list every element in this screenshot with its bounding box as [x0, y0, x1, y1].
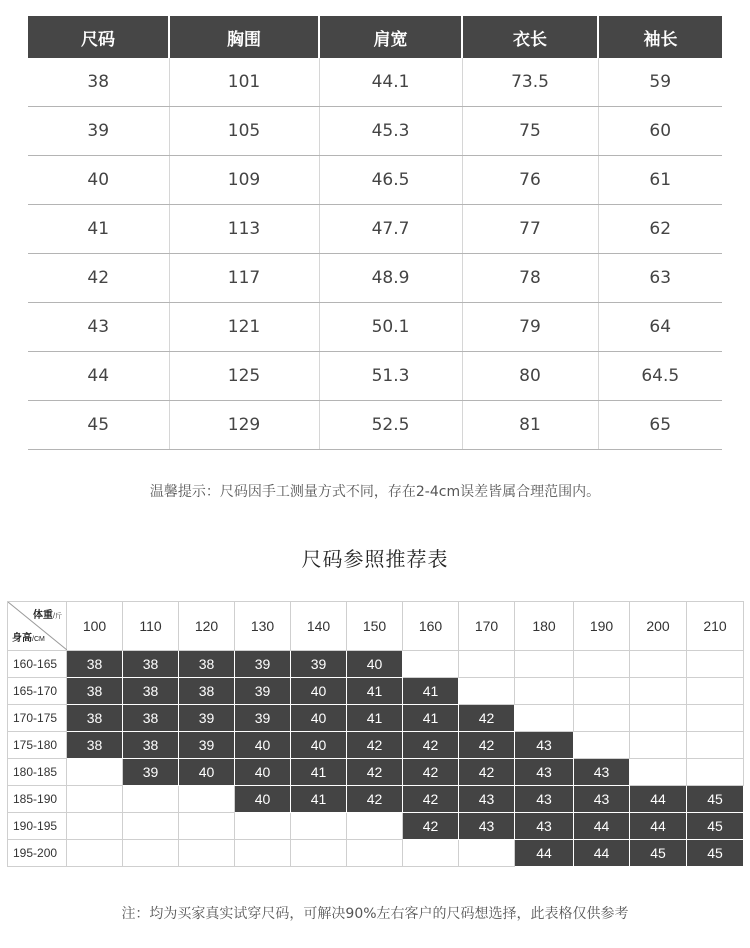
size-row — [28, 205, 722, 254]
recommended-size-cell: 40 — [235, 786, 291, 813]
recommended-size-cell: 39 — [235, 651, 291, 678]
recommended-size-cell: 38 — [67, 678, 123, 705]
recommended-size-cell: 42 — [403, 759, 459, 786]
recommended-size-cell: 44 — [574, 813, 630, 840]
empty-cell — [574, 705, 630, 732]
recommended-size-cell: 42 — [459, 759, 515, 786]
recommended-size-cell: 42 — [403, 786, 459, 813]
empty-cell — [347, 813, 403, 840]
recommendation-table — [7, 601, 744, 867]
empty-cell — [687, 759, 744, 786]
recommended-size-cell: 43 — [459, 786, 515, 813]
size-cell: 47.7 — [319, 205, 462, 254]
empty-cell — [123, 813, 179, 840]
height-range-cell: 180-185 — [8, 759, 67, 786]
recommended-size-cell: 43 — [459, 813, 515, 840]
recommended-size-cell: 42 — [403, 732, 459, 759]
weight-header-cell: 130 — [235, 602, 291, 651]
empty-cell — [515, 651, 574, 678]
recommended-size-cell: 38 — [179, 678, 235, 705]
empty-cell — [67, 759, 123, 786]
recommended-size-cell: 45 — [687, 786, 744, 813]
recommended-size-cell: 42 — [459, 705, 515, 732]
size-cell: 79 — [462, 303, 598, 352]
weight-header-cell: 160 — [403, 602, 459, 651]
recommended-size-cell: 41 — [291, 786, 347, 813]
empty-cell — [179, 786, 235, 813]
header-sleeve: 袖长 — [598, 16, 722, 58]
empty-cell — [459, 678, 515, 705]
size-cell: 65 — [598, 401, 722, 450]
size-cell: 81 — [462, 401, 598, 450]
height-row — [8, 732, 744, 759]
empty-cell — [179, 813, 235, 840]
empty-cell — [347, 840, 403, 867]
recommended-size-cell: 40 — [179, 759, 235, 786]
recommended-size-cell: 38 — [123, 678, 179, 705]
size-cell: 125 — [169, 352, 319, 401]
recommended-size-cell: 43 — [515, 786, 574, 813]
recommended-size-cell: 42 — [403, 813, 459, 840]
size-cell: 109 — [169, 156, 319, 205]
size-cell: 44 — [28, 352, 169, 401]
empty-cell — [630, 732, 687, 759]
size-cell: 121 — [169, 303, 319, 352]
recommended-size-cell: 39 — [123, 759, 179, 786]
header-size: 尺码 — [28, 16, 169, 58]
footnote: 注：均为买家真实试穿尺码，可解决90%左右客户的尺码想选择，此表格仅供参考 — [121, 906, 629, 922]
size-cell: 117 — [169, 254, 319, 303]
weight-header-cell: 180 — [515, 602, 574, 651]
size-row — [28, 254, 722, 303]
empty-cell — [687, 651, 744, 678]
size-cell: 51.3 — [319, 352, 462, 401]
size-row — [28, 156, 722, 205]
height-row — [8, 813, 744, 840]
recommended-size-cell: 42 — [347, 786, 403, 813]
size-cell: 61 — [598, 156, 722, 205]
recommended-size-cell: 41 — [403, 705, 459, 732]
size-chart-header-row — [28, 16, 722, 58]
height-row — [8, 651, 744, 678]
empty-cell — [630, 651, 687, 678]
size-cell: 75 — [462, 107, 598, 156]
height-range-cell: 190-195 — [8, 813, 67, 840]
recommended-size-cell: 39 — [179, 705, 235, 732]
height-range-cell: 170-175 — [8, 705, 67, 732]
recommended-size-cell: 41 — [347, 705, 403, 732]
weight-header-cell: 140 — [291, 602, 347, 651]
empty-cell — [687, 678, 744, 705]
weight-header-cell: 120 — [179, 602, 235, 651]
recommended-size-cell: 41 — [347, 678, 403, 705]
recommended-size-cell: 43 — [515, 759, 574, 786]
size-cell: 45 — [28, 401, 169, 450]
size-cell: 76 — [462, 156, 598, 205]
recommended-size-cell: 39 — [235, 705, 291, 732]
height-range-cell: 160-165 — [8, 651, 67, 678]
empty-cell — [574, 651, 630, 678]
recommended-size-cell: 38 — [67, 732, 123, 759]
recommended-size-cell: 43 — [515, 813, 574, 840]
recommended-size-cell: 38 — [179, 651, 235, 678]
empty-cell — [630, 759, 687, 786]
empty-cell — [403, 651, 459, 678]
size-cell: 80 — [462, 352, 598, 401]
recommended-size-cell: 44 — [574, 840, 630, 867]
height-range-cell: 195-200 — [8, 840, 67, 867]
size-cell: 73.5 — [462, 58, 598, 107]
size-row — [28, 401, 722, 450]
size-cell: 44.1 — [319, 58, 462, 107]
empty-cell — [291, 813, 347, 840]
size-cell: 62 — [598, 205, 722, 254]
recommended-size-cell: 43 — [515, 732, 574, 759]
recommended-size-cell: 43 — [574, 786, 630, 813]
empty-cell — [574, 678, 630, 705]
weight-header-cell: 150 — [347, 602, 403, 651]
recommended-size-cell: 40 — [291, 705, 347, 732]
recommended-size-cell: 41 — [291, 759, 347, 786]
size-cell: 63 — [598, 254, 722, 303]
height-row — [8, 786, 744, 813]
recommended-size-cell: 45 — [630, 840, 687, 867]
recommended-size-cell: 40 — [235, 732, 291, 759]
size-cell: 40 — [28, 156, 169, 205]
empty-cell — [459, 651, 515, 678]
empty-cell — [67, 786, 123, 813]
height-range-cell: 185-190 — [8, 786, 67, 813]
measurement-tip: 温馨提示：尺码因手工测量方式不同，存在2-4cm误差皆属合理范围内。 — [149, 484, 601, 500]
recommended-size-cell: 45 — [687, 813, 744, 840]
empty-cell — [123, 786, 179, 813]
weight-header-cell: 190 — [574, 602, 630, 651]
height-row — [8, 705, 744, 732]
empty-cell — [515, 705, 574, 732]
size-cell: 39 — [28, 107, 169, 156]
size-cell: 42 — [28, 254, 169, 303]
recommended-size-cell: 40 — [291, 732, 347, 759]
header-length: 衣长 — [462, 16, 598, 58]
weight-header-cell: 100 — [67, 602, 123, 651]
weight-header-cell: 110 — [123, 602, 179, 651]
empty-cell — [67, 813, 123, 840]
height-axis-label: 身高/CM — [12, 633, 45, 644]
empty-cell — [179, 840, 235, 867]
size-cell: 64.5 — [598, 352, 722, 401]
size-cell: 45.3 — [319, 107, 462, 156]
size-cell: 129 — [169, 401, 319, 450]
header-chest: 胸围 — [169, 16, 319, 58]
empty-cell — [235, 840, 291, 867]
size-cell: 41 — [28, 205, 169, 254]
empty-cell — [630, 705, 687, 732]
recommended-size-cell: 44 — [630, 813, 687, 840]
recommended-size-cell: 40 — [235, 759, 291, 786]
size-row — [28, 352, 722, 401]
recommended-size-cell: 38 — [67, 651, 123, 678]
recommended-size-cell: 39 — [179, 732, 235, 759]
empty-cell — [515, 678, 574, 705]
recommended-size-cell: 38 — [123, 651, 179, 678]
size-cell: 64 — [598, 303, 722, 352]
empty-cell — [123, 840, 179, 867]
size-cell: 105 — [169, 107, 319, 156]
size-cell: 77 — [462, 205, 598, 254]
recommended-size-cell: 38 — [67, 705, 123, 732]
height-row — [8, 840, 744, 867]
empty-cell — [630, 678, 687, 705]
size-cell: 60 — [598, 107, 722, 156]
empty-cell — [67, 840, 123, 867]
recommended-size-cell: 45 — [687, 840, 744, 867]
recommended-size-cell: 38 — [123, 705, 179, 732]
recommended-size-cell: 42 — [459, 732, 515, 759]
recommended-size-cell: 42 — [347, 759, 403, 786]
empty-cell — [235, 813, 291, 840]
size-cell: 59 — [598, 58, 722, 107]
corner-cell — [8, 602, 67, 651]
empty-cell — [459, 840, 515, 867]
size-row — [28, 58, 722, 107]
recommended-size-cell: 40 — [347, 651, 403, 678]
size-cell: 78 — [462, 254, 598, 303]
recommended-size-cell: 39 — [291, 651, 347, 678]
size-chart-table — [28, 16, 722, 450]
size-cell: 38 — [28, 58, 169, 107]
recommended-size-cell: 43 — [574, 759, 630, 786]
size-cell: 46.5 — [319, 156, 462, 205]
size-cell: 48.9 — [319, 254, 462, 303]
height-range-cell: 175-180 — [8, 732, 67, 759]
empty-cell — [291, 840, 347, 867]
size-cell: 52.5 — [319, 401, 462, 450]
size-cell: 113 — [169, 205, 319, 254]
recommended-size-cell: 39 — [235, 678, 291, 705]
recommendation-title: 尺码参照推荐表 — [301, 547, 449, 571]
recommended-size-cell: 41 — [403, 678, 459, 705]
weight-header-cell: 210 — [687, 602, 744, 651]
recommended-size-cell: 38 — [123, 732, 179, 759]
size-cell: 50.1 — [319, 303, 462, 352]
weight-axis-label: 体重/斤 — [33, 610, 62, 621]
size-row — [28, 107, 722, 156]
recommended-size-cell: 44 — [515, 840, 574, 867]
header-shoulder: 肩宽 — [319, 16, 462, 58]
recommended-size-cell: 40 — [291, 678, 347, 705]
size-cell: 101 — [169, 58, 319, 107]
weight-header-row — [8, 602, 744, 651]
height-row — [8, 759, 744, 786]
height-row — [8, 678, 744, 705]
empty-cell — [687, 705, 744, 732]
size-cell: 43 — [28, 303, 169, 352]
empty-cell — [687, 732, 744, 759]
empty-cell — [403, 840, 459, 867]
recommended-size-cell: 42 — [347, 732, 403, 759]
height-range-cell: 165-170 — [8, 678, 67, 705]
empty-cell — [574, 732, 630, 759]
size-row — [28, 303, 722, 352]
recommended-size-cell: 44 — [630, 786, 687, 813]
weight-header-cell: 170 — [459, 602, 515, 651]
weight-header-cell: 200 — [630, 602, 687, 651]
